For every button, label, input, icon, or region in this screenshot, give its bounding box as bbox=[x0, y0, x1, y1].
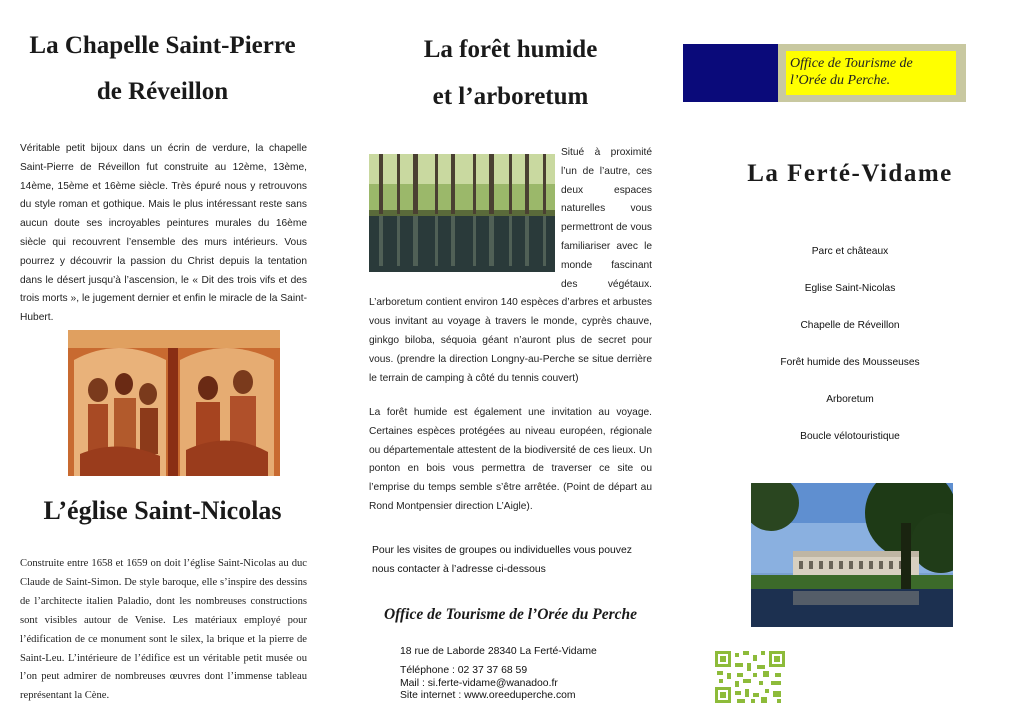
list-item-church: Eglise Saint-Nicolas bbox=[804, 283, 896, 294]
list-item-wet-forest: Forêt humide des Mousseuses bbox=[780, 357, 920, 368]
town-title: La Ferté-Vidame bbox=[747, 160, 953, 187]
qr-code[interactable] bbox=[715, 651, 785, 703]
wet-forest-paragraph: La forêt humide est également une invitation au voyage. Certaines espèces protégées au niveau européen, régionale ou départementale attestent de la biodiversité de ces lieux. Un ponton en bois vous permettra de traverser ce site ou l’emprise du temps semble s’être arrêtée. (Point de départ au Rond Montpensier direction L’Aigle). bbox=[369, 407, 652, 512]
forest-illustration bbox=[369, 154, 555, 272]
chapel-title-line2: de Réveillon bbox=[96, 78, 229, 105]
forest-title-line1: La forêt humide bbox=[423, 36, 598, 63]
chapel-paragraph: Véritable petit bijoux dans un écrin de verdure, la chapelle Saint-Pierre de Réveillon fut construite au 12ème, 13ème, 14ème, 15ème et 16ème siècle. Très épuré nous y retrouvons du style roman et gothique. Mais le plus intéressant reste sans aucun doute ses incroyables peintures murales du 16ème siècle qui recouvrent l’ensemble des murs intérieurs. Vous pourrez y découvrir la passion du Christ depuis la tentation dans le désert jusqu’à l’ascension, le « Dit des trois vifs et des trois morts », le jugement dernier et enfin le miracle de la Saint-Hubert. bbox=[20, 143, 307, 324]
forest-image bbox=[369, 154, 555, 272]
website[interactable]: Site internet : www.oreeduperche.com bbox=[400, 690, 576, 701]
church-title: L’église Saint-Nicolas bbox=[43, 496, 282, 525]
email[interactable]: Mail : si.ferte-vidame@wanadoo.fr bbox=[400, 678, 558, 689]
address: 18 rue de Laborde 28340 La Ferté-Vidame bbox=[400, 646, 597, 657]
chapel-fresco-image bbox=[68, 330, 280, 476]
church-description bbox=[20, 555, 307, 706]
forest-paragraph: Situé à proximité l’un de l’autre, ces deux espaces naturelles vous permettront de vous familiariser avec le monde fascinant des végétaux. L’arboretum contient environ 140 espèces d’arbres et arbustes vous invitant au voyage à travers le monde, cyprès chauve, ginkgo biloba, séquoia géant n’auront plus de secret pour vous. (prendre la direction Longny-au-Perche se situe derrière le terrain de camping à côté du tennis couvert) bbox=[369, 147, 652, 384]
fresco-illustration bbox=[68, 330, 280, 476]
qr-code-icon bbox=[715, 651, 785, 703]
chateau-image bbox=[751, 483, 953, 627]
groups-line2: nous contacter à l’adresse ci-dessous bbox=[372, 564, 546, 575]
church-paragraph: Construite entre 1658 et 1659 on doit l’église Saint-Nicolas au duc Claude de Saint-Simon. De style baroque, elle s’inspire des dessins de l’architecte italien Paladio, dont les nombreuses constructions sont visibles autour de Venise. Les matériaux employé pour l’édification de ce monument sont le silex, la brique et la pierre de Saint-Leu. L’intérieure de l’édifice est un véritable petit musée ou l’on peut admirer de nombreuses œuvres dont l’immense tableau représentant la Cène. bbox=[20, 558, 307, 702]
list-item-bike-loop: Boucle vélotouristique bbox=[800, 431, 900, 442]
office-name: Office de Tourisme de l’Orée du Perche bbox=[383, 606, 638, 623]
forest-title-line2: et l’arboretum bbox=[432, 83, 589, 110]
list-item-arboretum: Arboretum bbox=[826, 394, 874, 405]
forest-description bbox=[369, 144, 652, 388]
list-item-chapel: Chapelle de Réveillon bbox=[800, 320, 900, 331]
logo-navy-block bbox=[683, 44, 778, 102]
phone: Téléphone : 02 37 37 68 59 bbox=[400, 665, 528, 676]
chapel-title-line1: La Chapelle Saint-Pierre bbox=[29, 32, 296, 59]
groups-line1: Pour les visites de groupes ou individuelles vous pouvez bbox=[372, 545, 632, 556]
list-item-park: Parc et châteaux bbox=[811, 246, 889, 257]
logo-text: Office de Tourisme de l’Orée du Perche. bbox=[786, 51, 956, 95]
wet-forest-description bbox=[369, 404, 652, 517]
chateau-illustration bbox=[751, 483, 953, 627]
chapel-description bbox=[20, 140, 307, 328]
